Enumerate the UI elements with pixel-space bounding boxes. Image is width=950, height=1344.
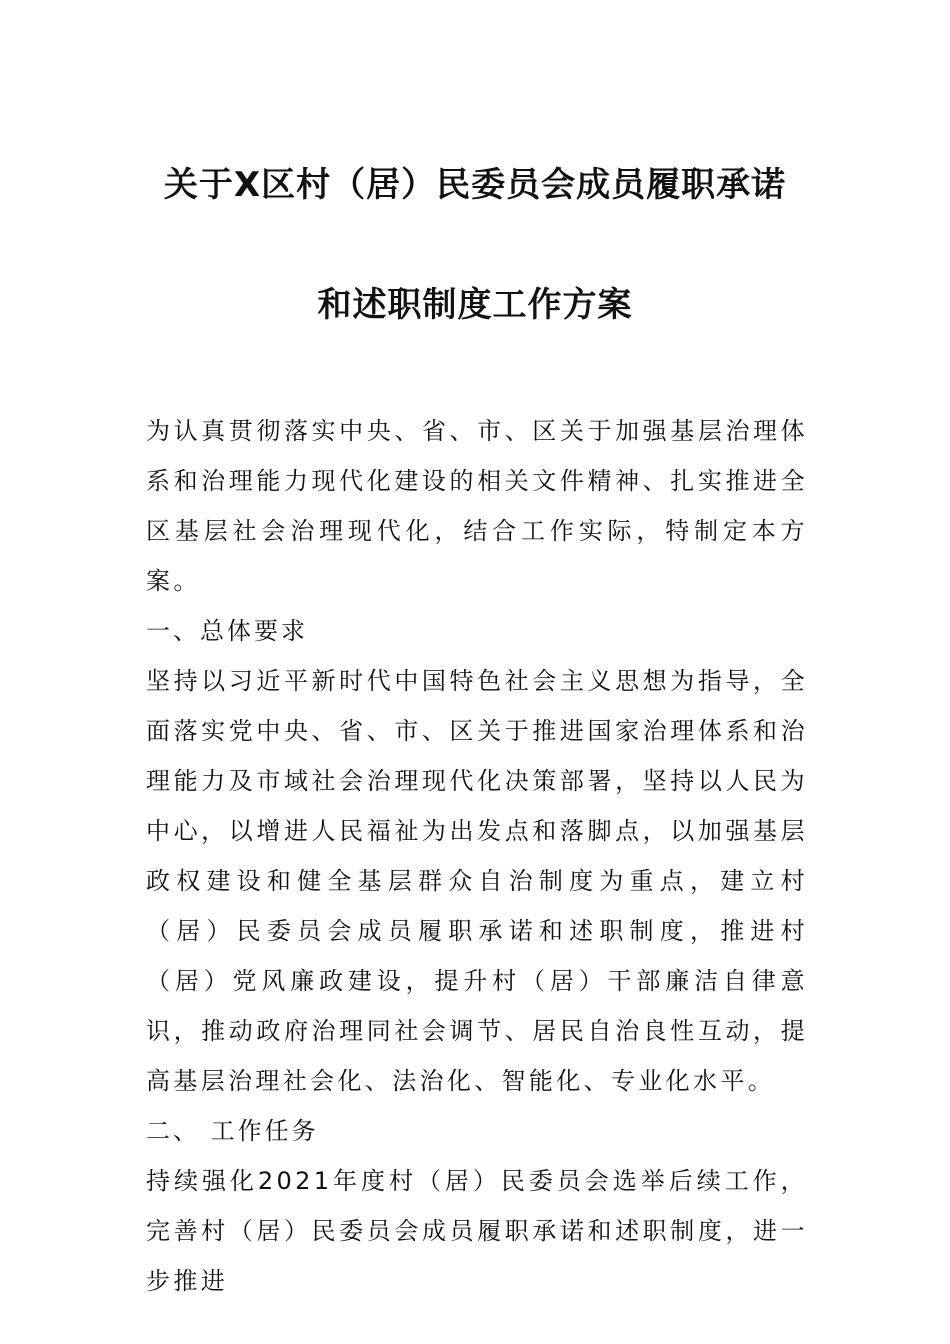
document-title-line-1: 关于X区村（居）民委员会成员履职承诺 [163,165,787,205]
section-2-paragraph: 持续强化2021年度村（居）民委员会选举后续工作，完善村（居）民委员会成员履职承诺和述职制度，进一步推进 [146,1167,808,1295]
section-1-paragraph: 坚持以习近平新时代中国特色社会主义思想为指导，全面落实党中央、省、市、区关于推进国家治理体系和治理能力及市域社会治理现代化决策部署，坚持以人民为中心，以增进人民福祉为出发点和落脚点，以加强基层政权建设和健全基层群众自治制度为重点，建立村（居）民委员会成员履职承诺和述职制度，推进村（居）党风廉政建设，提升村（居）干部廉洁自律意识，推动政府治理同社会调节、居民自治良性互动，提高基层治理社会化、法治化、智能化、专业化水平。 [146,667,808,1095]
document-body [146,406,808,1306]
section-2-heading: 二、 工作任务 [146,1117,319,1145]
section-1-heading: 一、总体要求 [146,617,308,645]
intro-paragraph: 为认真贯彻落实中央、省、市、区关于加强基层治理体系和治理能力现代化建设的相关文件精神、扎实推进全区基层社会治理现代化，结合工作实际，特制定本方案。 [146,417,808,595]
document-title-line-2: 和述职制度工作方案 [317,285,633,325]
